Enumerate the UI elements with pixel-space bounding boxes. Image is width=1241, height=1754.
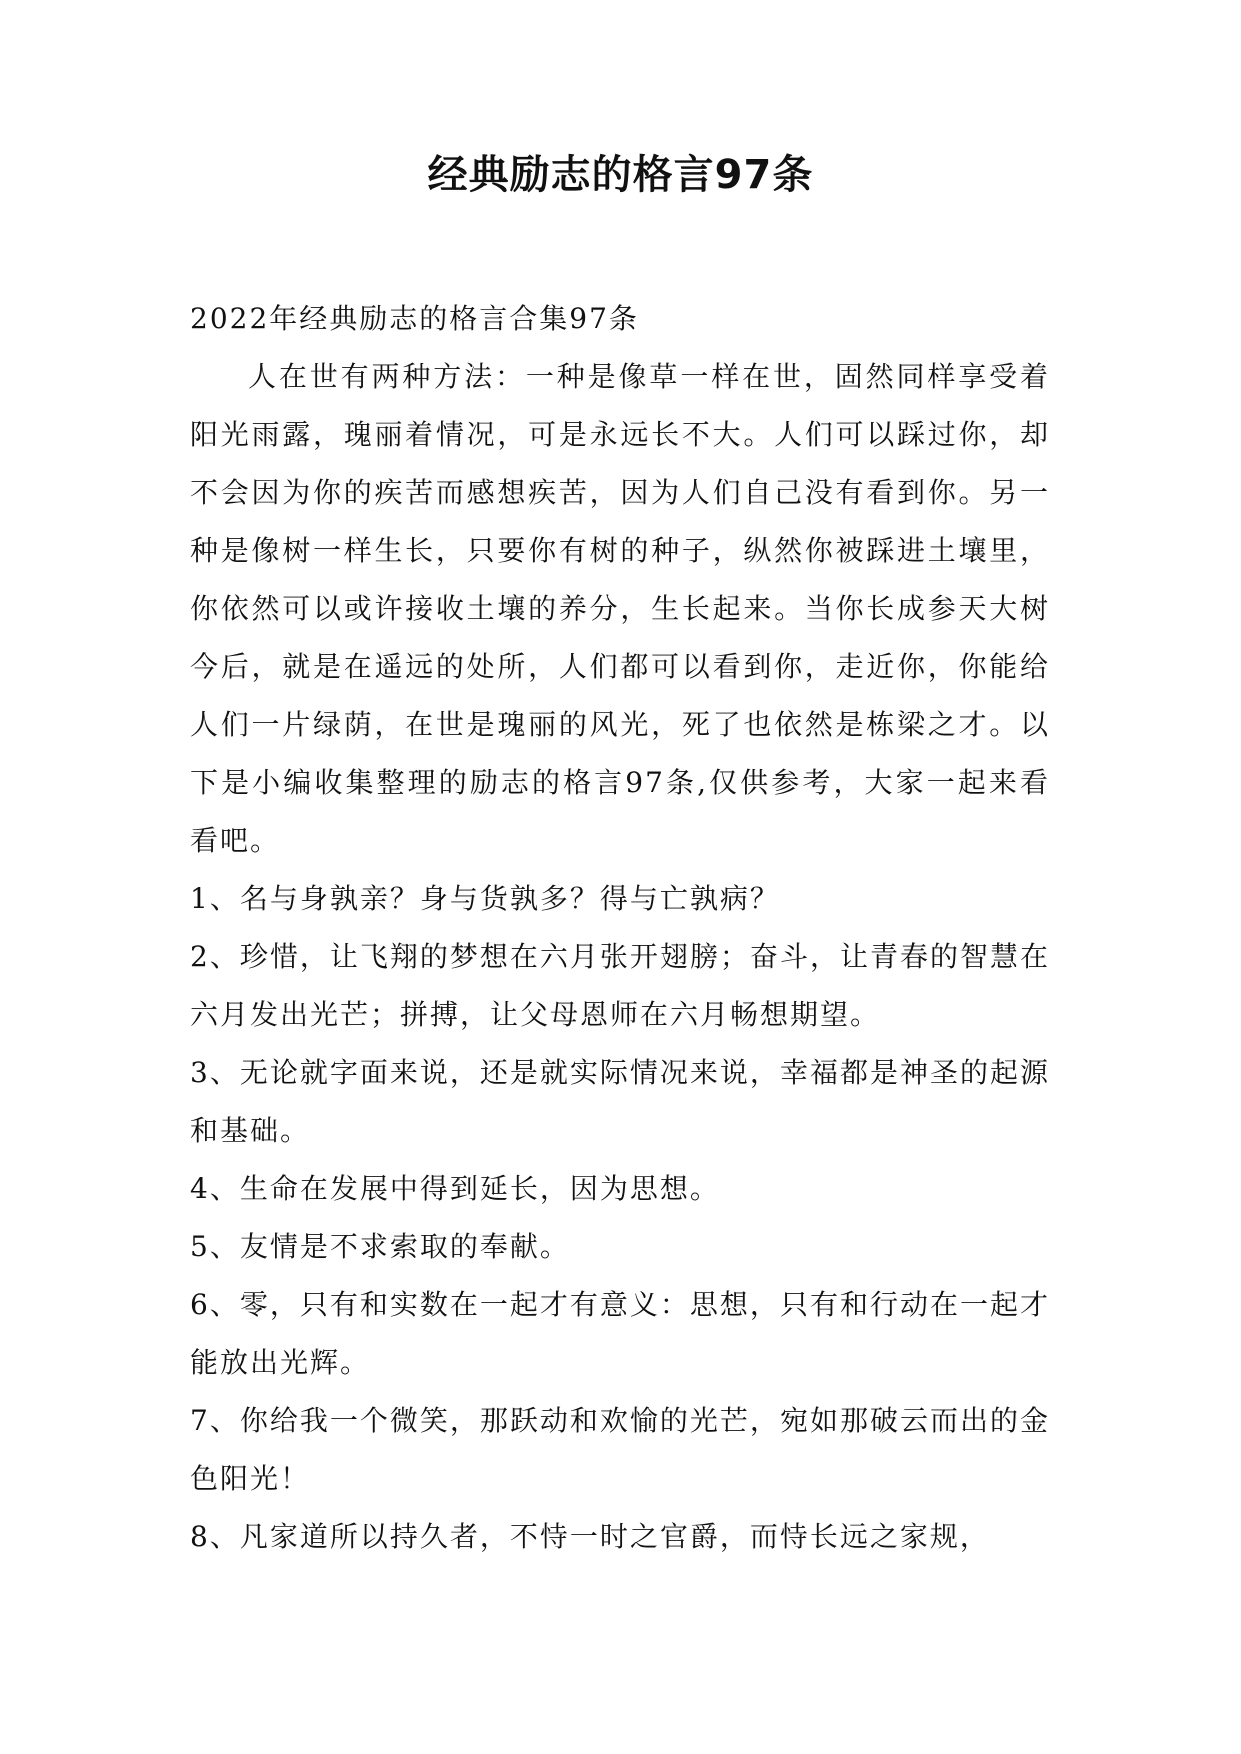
document-subtitle: 2022年经典励志的格言合集97条 xyxy=(190,302,639,335)
quote-item-7: 7、你给我一个微笑，那跃动和欢愉的光芒，宛如那破云而出的金色阳光！ xyxy=(190,1404,1050,1495)
quote-item-4: 4、生命在发展中得到延长，因为思想。 xyxy=(190,1172,720,1205)
quote-item-8: 8、凡家道所以持久者，不恃一时之官爵，而恃长远之家规， xyxy=(190,1520,990,1553)
quote-item-2: 2、珍惜，让飞翔的梦想在六月张开翅膀；奋斗，让青春的智慧在六月发出光芒；拼搏，让父母恩师在六月畅想期望。 xyxy=(190,940,1050,1031)
document-title: 经典励志的格言97条 xyxy=(427,152,814,198)
quote-item-5: 5、友情是不求索取的奉献。 xyxy=(190,1230,570,1263)
quote-item-6: 6、零，只有和实数在一起才有意义：思想，只有和行动在一起才能放出光辉。 xyxy=(190,1288,1050,1379)
quote-item-3: 3、无论就字面来说，还是就实际情况来说，幸福都是神圣的起源和基础。 xyxy=(190,1056,1050,1147)
document-body xyxy=(190,290,1050,1566)
quote-item-1: 1、名与身孰亲？身与货孰多？得与亡孰病？ xyxy=(190,882,780,915)
intro-paragraph: 人在世有两种方法：一种是像草一样在世，固然同样享受着阳光雨露，瑰丽着情况，可是永远长不大。人们可以踩过你，却不会因为你的疾苦而感想疾苦，因为人们自己没有看到你。另一种是像树一样生长，只要你有树的种子，纵然你被踩进土壤里，你依然可以或许接收土壤的养分，生长起来。当你长成参天大树今后，就是在遥远的处所，人们都可以看到你，走近你，你能给人们一片绿荫，在世是瑰丽的风光，死了也依然是栋梁之才。以下是小编收集整理的励志的格言97条,仅供参考，大家一起来看看吧。 xyxy=(190,360,1050,857)
